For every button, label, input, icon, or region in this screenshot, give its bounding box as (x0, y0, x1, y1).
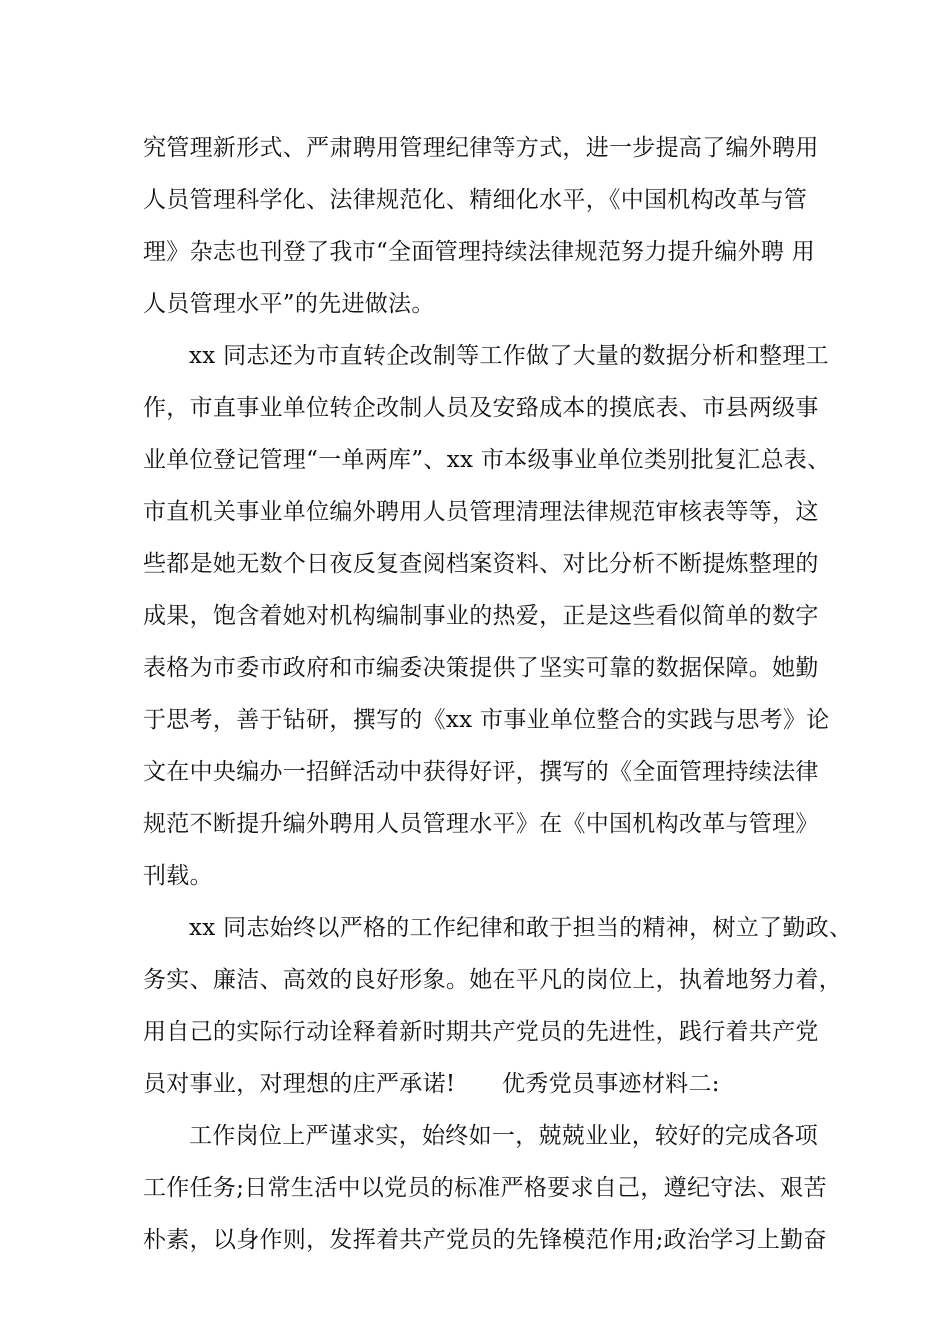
text-line: 理》杂志也刊登了我市“全面管理持续法律规范努力提升编外聘 用 (143, 239, 816, 265)
text-line: 规范不断提升编外聘用人员管理水平》在《中国机构改革与管理》 (143, 811, 819, 837)
text-line: 用自己的实际行动诠释着新时期共产党员的先进性，践行着共产党 (143, 1019, 819, 1045)
text-line: 于思考，善于钻研，撰写的《xx 市事业单位整合的实践与思考》论 (143, 707, 830, 733)
text-line: 朴素，以身作则，发挥着共产党员的先锋模范作用;政治学习上勤奋 (143, 1227, 827, 1253)
text-line: 文在中央编办一招鲜活动中获得好评，撰写的《全面管理持续法律 (143, 759, 819, 785)
text-line: 刊载。 (143, 863, 213, 889)
text-line: 究管理新形式、严肃聘用管理纪律等方式，进一步提高了编外聘用 (143, 135, 819, 161)
text-line: 些都是她无数个日夜反复查阅档案资料、对比分析不断提炼整理的 (143, 551, 819, 577)
text-line: xx 同志还为市直转企改制等工作做了大量的数据分析和整理工 (189, 343, 829, 369)
text-line: 工作岗位上严谨求实，始终如一，兢兢业业，较好的完成各项 (189, 1123, 819, 1149)
text-line: 市直机关事业单位编外聘用人员管理清理法律规范审核表等等，这 (143, 499, 819, 525)
text-line: 人员管理科学化、法律规范化、精细化水平，《中国机构改革与管 (143, 187, 808, 213)
text-line: 业单位登记管理“一单两库”、xx 市本级事业单位类别批复汇总表、 (143, 447, 831, 473)
text-line: xx 同志始终以严格的工作纪律和敢于担当的精神，树立了勤政、 (189, 915, 853, 941)
text-line: 务实、廉洁、高效的良好形象。她在平凡的岗位上，执着地努力着， (143, 967, 842, 993)
text-line: 表格为市委市政府和市编委决策提供了坚实可靠的数据保障。她勤 (143, 655, 819, 681)
text-line: 成果，饱含着她对机构编制事业的热爱，正是这些看似简单的数字 (143, 603, 819, 629)
text-line: 作，市直事业单位转企改制人员及安臵成本的摸底表、市县两级事 (143, 395, 819, 421)
text-line: 员对事业，对理想的庄严承诺! 优秀党员事迹材料二: (143, 1071, 720, 1097)
text-line: 工作任务;日常生活中以党员的标准严格要求自己，遵纪守法、艰苦 (143, 1175, 827, 1201)
text-line: 人员管理水平”的先进做法。 (143, 291, 435, 317)
